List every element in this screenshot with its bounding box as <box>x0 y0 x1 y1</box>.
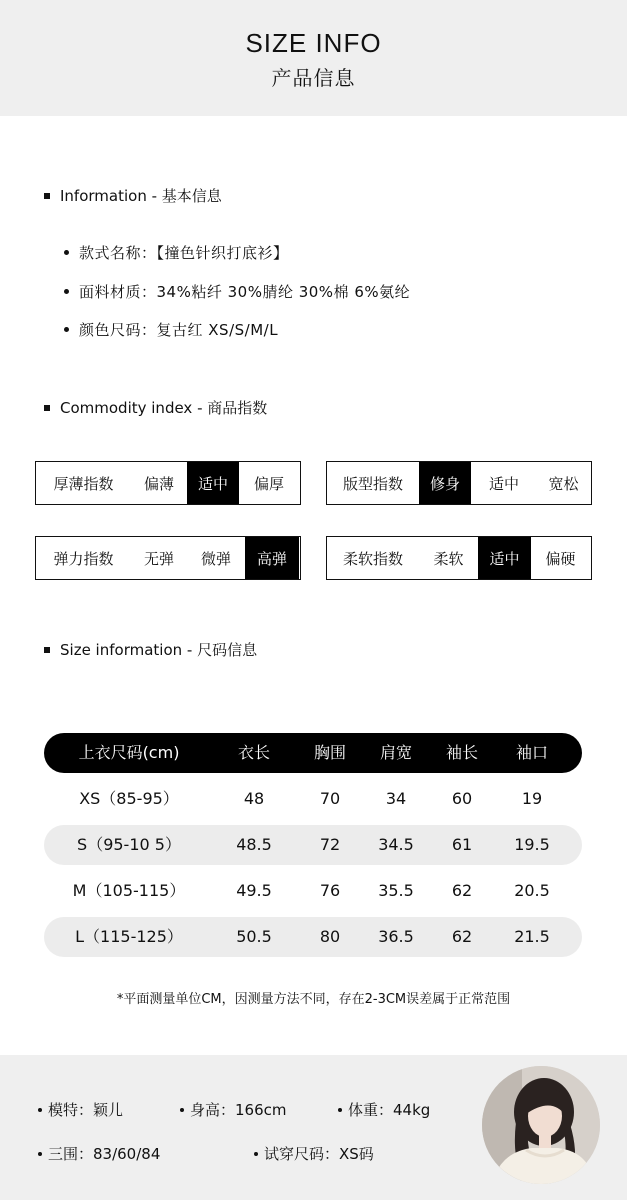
list-item <box>64 281 410 302</box>
table-cell: 49.5 <box>236 881 272 900</box>
index-option-selected: 适中 <box>187 462 239 504</box>
table-cell: M（105-115） <box>72 881 186 900</box>
column-header: 胸围 <box>313 743 346 762</box>
model-name <box>38 1099 123 1120</box>
index-option: 适中 <box>488 474 519 493</box>
dot-bullet-icon <box>338 1108 342 1112</box>
section-commodity-index <box>44 397 267 418</box>
table-cell: 21.5 <box>514 927 550 946</box>
index-option-selected: 修身 <box>419 462 471 504</box>
model-photo <box>482 1066 600 1184</box>
model-trial-size-text: 试穿尺码：XS码 <box>264 1145 374 1163</box>
table-cell: 80 <box>319 927 341 946</box>
section-heading: Information - 基本信息 <box>60 187 222 205</box>
table-cell: 19.5 <box>514 835 550 854</box>
model-measurements <box>38 1143 160 1164</box>
index-label: 弹力指数 <box>53 549 114 568</box>
list-item <box>64 319 278 340</box>
dot-bullet-icon <box>38 1152 42 1156</box>
index-option: 偏厚 <box>253 474 284 493</box>
table-cell: L（115-125） <box>75 927 183 946</box>
index-label: 柔软指数 <box>342 549 403 568</box>
page-title-en: SIZE INFO <box>245 28 382 58</box>
index-label: 厚薄指数 <box>53 474 114 493</box>
index-option: 宽松 <box>548 474 579 493</box>
table-cell: 62 <box>451 927 473 946</box>
column-header: 袖口 <box>515 743 548 762</box>
table-row <box>44 871 582 911</box>
table-cell: 48.5 <box>236 835 272 854</box>
index-label: 版型指数 <box>342 474 403 493</box>
table-cell: 76 <box>319 881 341 900</box>
column-header: 袖长 <box>445 743 478 762</box>
table-cell: 72 <box>319 835 341 854</box>
list-item <box>64 242 289 263</box>
dot-bullet-icon <box>254 1152 258 1156</box>
table-cell: XS（85-95） <box>79 789 179 808</box>
table-cell: 61 <box>451 835 473 854</box>
index-thickness <box>35 461 301 505</box>
square-bullet-icon <box>44 405 50 411</box>
model-weight-text: 体重：44kg <box>348 1101 431 1119</box>
model-measurements-text: 三围：83/60/84 <box>48 1145 161 1163</box>
model-height-text: 身高：166cm <box>190 1101 287 1119</box>
section-size-info <box>44 639 257 660</box>
index-fit <box>326 461 592 505</box>
page-header <box>0 0 627 116</box>
dot-bullet-icon <box>64 327 69 332</box>
index-softness <box>326 536 592 580</box>
column-header: 上衣尺码(cm) <box>78 743 180 762</box>
section-heading: Commodity index - 商品指数 <box>60 399 268 417</box>
item-text: 款式名称：【撞色针织打底衫】 <box>79 244 289 262</box>
section-basic-info <box>44 185 222 206</box>
index-option: 偏薄 <box>143 474 174 493</box>
table-cell: S（95-10 5） <box>77 835 181 854</box>
dot-bullet-icon <box>38 1108 42 1112</box>
table-row <box>44 825 582 865</box>
measurement-note: *平面测量单位CM，因测量方法不同，存在2-3CM误差属于正常范围 <box>116 992 511 1007</box>
page-title-cn: 产品信息 <box>271 66 356 90</box>
table-cell: 20.5 <box>514 881 550 900</box>
section-heading: Size information - 尺码信息 <box>60 641 258 659</box>
dot-bullet-icon <box>64 289 69 294</box>
table-cell: 34.5 <box>378 835 414 854</box>
table-cell: 62 <box>451 881 473 900</box>
index-option: 偏硬 <box>545 549 576 568</box>
table-cell: 60 <box>451 789 473 808</box>
index-option: 柔软 <box>433 549 464 568</box>
size-table-header <box>44 733 582 773</box>
table-cell: 35.5 <box>378 881 414 900</box>
index-elasticity <box>35 536 301 580</box>
table-cell: 34 <box>385 789 407 808</box>
index-option-selected: 适中 <box>478 537 531 579</box>
table-cell: 19 <box>521 789 543 808</box>
index-option: 微弹 <box>200 549 231 568</box>
model-name-text: 模特：颖儿 <box>48 1101 124 1119</box>
item-text: 颜色尺码：复古红 XS/S/M/L <box>79 321 279 339</box>
model-portrait-icon <box>482 1066 600 1184</box>
column-header: 肩宽 <box>379 743 412 762</box>
dot-bullet-icon <box>180 1108 184 1112</box>
dot-bullet-icon <box>64 250 69 255</box>
model-trial-size <box>254 1143 374 1164</box>
square-bullet-icon <box>44 193 50 199</box>
index-option: 无弹 <box>143 549 174 568</box>
table-cell: 36.5 <box>378 927 414 946</box>
index-option-selected: 高弹 <box>245 537 299 579</box>
table-cell: 70 <box>319 789 341 808</box>
item-text: 面料材质：34%粘纤 30%腈纶 30%棉 6%氨纶 <box>79 283 411 301</box>
table-row <box>44 917 582 957</box>
model-height <box>180 1099 287 1120</box>
table-cell: 50.5 <box>236 927 272 946</box>
square-bullet-icon <box>44 647 50 653</box>
table-cell: 48 <box>243 789 265 808</box>
column-header: 衣长 <box>237 743 270 762</box>
model-weight <box>338 1099 430 1120</box>
table-row <box>44 779 582 819</box>
